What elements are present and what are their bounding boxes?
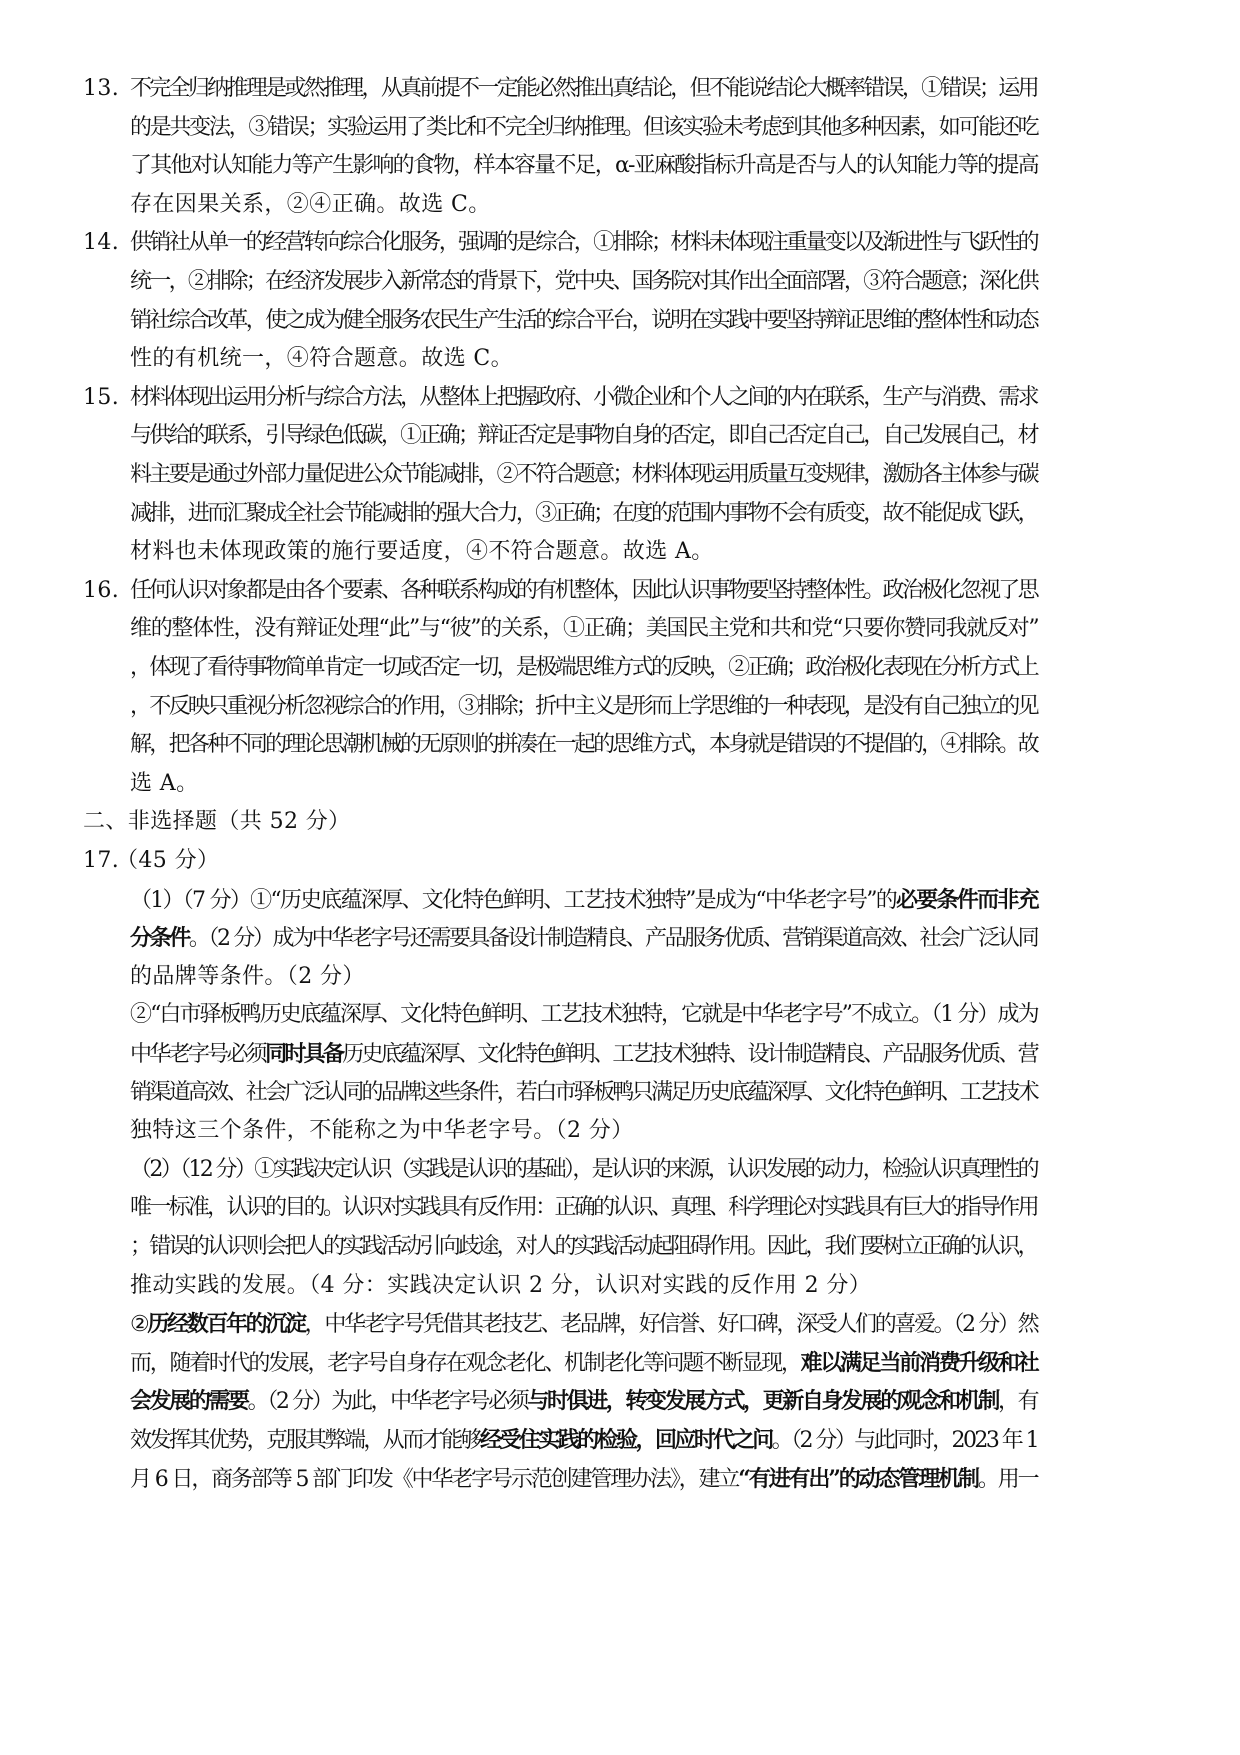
answer-text: 维的整体性，没有辩证处理“此”与“彼”的关系，①正确；美国民主党和共和党“只要你赞同我就反对”	[130, 616, 1039, 642]
answer-text: 料主要是通过外部力量促进公众节能减排，②不符合题意；材料体现运用质量互变规律，激励各主体参与碳	[130, 462, 1037, 487]
bold-keyphrase: “有进有出”的动态管理机制	[738, 1465, 978, 1492]
answer-text: ，体现了看待事物简单肯定一切或否定一切，是极端思维方式的反映，②正确；政治极化表现在分析方式上	[130, 655, 1037, 680]
text-segment: 。（2 分）为此，中华老字号必须	[247, 1389, 528, 1415]
q17-text	[130, 1039, 1037, 1070]
q17-text	[130, 1386, 1037, 1417]
bold-keyphrase: 分条件	[130, 925, 189, 952]
text-segment: ，中华老字号凭借其老技艺、老品牌，好信誉、好口碑，深受人们的喜爱。（2 分）然	[304, 1312, 1038, 1338]
section-heading: 二、非选择题（共 52 分）	[83, 809, 351, 835]
text-segment: ；错误的认识则会把人的实践活动引向歧途，对人的实践活动起阻碍作用。因此，我们要树立正确的认识，	[130, 1234, 1037, 1259]
q17-text	[130, 1464, 1037, 1495]
question-number: 14.	[83, 230, 120, 256]
text-segment: 历史底蕴深厚、文化特色鲜明、工艺技术独特、设计制造精良、产品服务优质、营	[342, 1042, 1037, 1067]
q17-text	[130, 1309, 1037, 1340]
question-points: （45 分）	[116, 848, 220, 873]
bold-keyphrase: 与时俱进，转变发展方式，更新自身发展的观念和机制	[527, 1388, 998, 1415]
bold-keyphrase: 必要条件而非充	[896, 886, 1038, 913]
bold-keyphrase: 历经数百年的沉淀	[147, 1311, 305, 1338]
text-segment: 推动实践的发展。（4 分：实践决定认识 2 分，认识对实践的反作用 2 分）	[130, 1272, 872, 1298]
answer-text: 任何认识对象都是由各个要素、各种联系构成的有机整体，因此认识事物要坚持整体性。政治极化忽视了思	[130, 577, 1037, 603]
answer-text: 统一，②排除；在经济发展步入新常态的背景下，党中央、国务院对其作出全面部署，③符合题意；深化供	[130, 269, 1037, 294]
text-segment: 中华老字号必须	[130, 1042, 266, 1067]
q17-text	[130, 962, 365, 992]
answer-text: 减排，进而汇聚成全社会节能减排的强大合力，③正确；在度的范围内事物不会有质变，故不能促成飞跃，	[130, 500, 1037, 526]
bold-keyphrase: 难以满足当前消费升级和社	[800, 1349, 1038, 1376]
question-number: 16.	[83, 577, 120, 603]
answer-text: 材料也未体现政策的施行要适度，④不符合题意。故选 A。	[130, 539, 714, 565]
text-segment: 独特这三个条件，不能称之为中华老字号。（2 分）	[130, 1118, 634, 1144]
answer-text: ，不反映只重视分析忽视综合的作用，③排除；折中主义是形而上学思维的一种表现，是没有自己独立的见	[130, 693, 1037, 719]
answer-text: 供销社从单一的经营转向综合化服务，强调的是综合，①排除；材料未体现注重量变以及渐进性与飞跃性的	[130, 230, 1037, 256]
q17-text	[130, 1000, 1038, 1030]
answer-text: 解，把各种不同的理论思潮机械的无原则的拼凑在一起的思维方式，本身就是错误的不提倡的，④排除。故	[130, 732, 1037, 758]
q17-text	[130, 1155, 1037, 1185]
answer-text: 选 A。	[130, 770, 199, 796]
answer-text: 不完全归纳推理是或然推理，从真前提不一定能必然推出真结论，但不能说结论大概率错误，①错误；运用	[130, 76, 1037, 101]
text-segment: 。（2 分）与此同时，2023 年 1	[771, 1428, 1038, 1453]
text-segment: 月 6 日，商务部等 5 部门印发《中华老字号示范创建管理办法》，建立	[130, 1466, 739, 1492]
text-segment: 。（2 分）成为中华老字号还需要具备设计制造精良、产品服务优质、营销渠道高效、社会广泛认同	[188, 926, 1038, 952]
text-segment: （1）（7 分）①“历史底蕴深厚、文化特色鲜明、工艺技术独特”是成为“中华老字号”的	[130, 887, 897, 913]
q17-text	[130, 1232, 1037, 1262]
q17-text	[130, 1078, 1037, 1108]
text-segment: 而，随着时代的发展，老字号自身存在观念老化、机制老化等问题不断显现，	[130, 1350, 801, 1376]
answer-text: 销社综合改革，使之成为健全服务农民生产生活的综合平台，说明在实践中要坚持辩证思维的整体性和动态	[130, 307, 1037, 333]
text-segment: 销渠道高效、社会广泛认同的品牌这些条件，若白市驿板鸭只满足历史底蕴深厚、文化特色鲜明、工艺技术	[130, 1079, 1037, 1105]
question-number: 17.	[83, 848, 120, 873]
q17-text	[130, 923, 1037, 954]
q17-text	[130, 1193, 1037, 1223]
answer-text: 材料体现出运用分析与综合方法，从整体上把握政府、小微企业和个人之间的内在联系，生产与消费、需求	[130, 384, 1037, 410]
q17-text	[130, 1116, 634, 1146]
bold-keyphrase: 同时具备	[265, 1041, 343, 1067]
text-segment: 的品牌等条件。（2 分）	[130, 963, 365, 989]
answer-text: 性的有机统一，④符合题意。故选 C。	[130, 346, 514, 372]
bold-keyphrase: 经受住实践的检验，回应时代之问	[479, 1427, 772, 1453]
text-segment: 唯一标准，认识的目的。认识对实践具有反作用：正确的认识、真理、科学理论对实践具有巨大的指导作用	[130, 1195, 1037, 1221]
answer-text: 的是共变法，③错误；实验运用了类比和不完全归纳推理。但该实验未考虑到其他多种因素，如可能还吃	[130, 114, 1038, 140]
answer-text: 了其他对认知能力等产生影响的食物，样本容量不足，α-亚麻酸指标升高是否与人的认知能力等的提高	[130, 153, 1038, 179]
q17-text	[130, 1425, 1037, 1456]
question-number: 15.	[83, 384, 120, 410]
text-segment: （2）（12 分）①实践决定认识（实践是认识的基础），是认识的来源，认识发展的动力，检验认识真理性的	[130, 1156, 1037, 1182]
answer-text: 与供给的联系，引导绿色低碳，①正确；辩证否定是事物自身的否定，即自己否定自己，自己发展自己，材	[130, 423, 1037, 449]
q17-text	[130, 885, 1038, 916]
text-segment: 。用一	[977, 1466, 1038, 1492]
text-segment: ，有	[997, 1389, 1038, 1415]
text-segment: 效发挥其优势，克服其弊端，从而才能够	[130, 1428, 480, 1453]
q17-text	[130, 1271, 871, 1301]
text-segment: ②	[130, 1312, 148, 1338]
text-segment: ②“白市驿板鸭历史底蕴深厚、文化特色鲜明、工艺技术独特，它就是中华老字号”不成立。（1 分）成为	[130, 1002, 1038, 1028]
question-number: 13.	[83, 76, 120, 101]
answer-text: 存在因果关系，②④正确。故选 C。	[130, 191, 491, 217]
bold-keyphrase: 会发展的需要	[130, 1388, 248, 1415]
q17-text	[130, 1348, 1037, 1379]
